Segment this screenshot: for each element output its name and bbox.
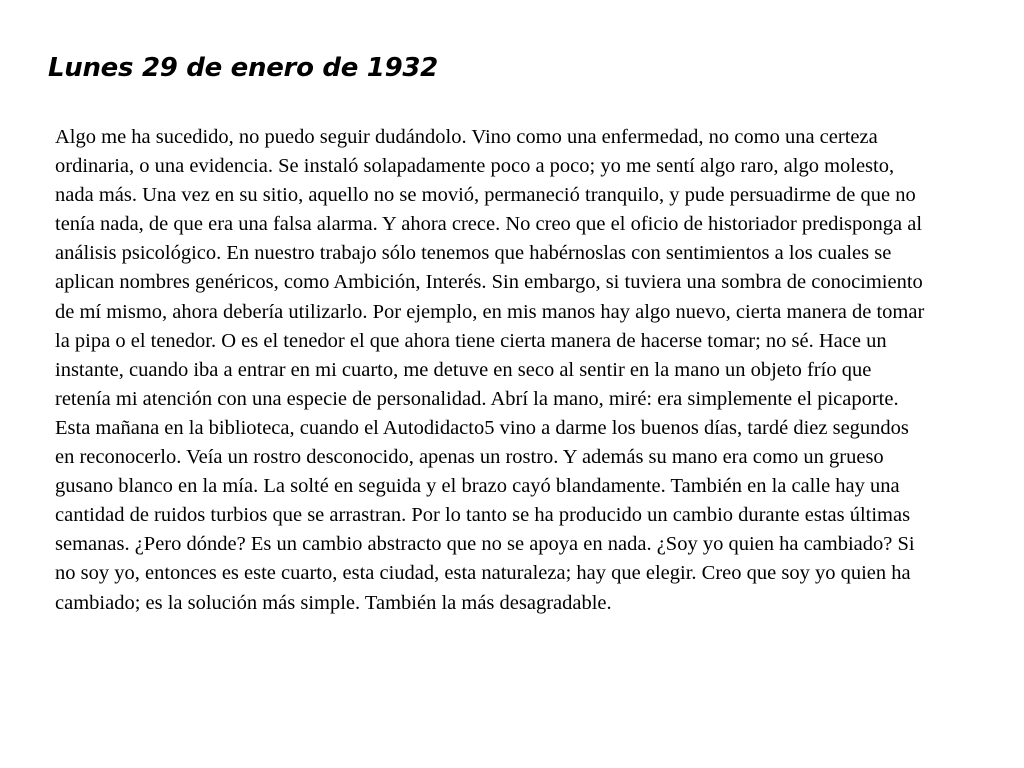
slide-title: Lunes 29 de enero de 1932 (48, 53, 438, 83)
slide-body-text: Algo me ha sucedido, no puedo seguir dudándolo. Vino como una enfermedad, no como una certeza ordinaria, o una evidencia. Se instaló solapadamente poco a poco; yo me sentí algo raro, algo molesto, nada más. Una vez en su sitio, aquello no se movió, permaneció tranquilo, y pude persuadirme de que no tenía nada, de que era una falsa alarma. Y ahora crece. No creo que el oficio de historiador predisponga al análisis psicológico. En nuestro trabajo sólo tenemos que habérnoslas con sentimientos a los cuales se aplican nombres genéricos, como Ambición, Interés. Sin embargo, si tuviera una sombra de conocimiento de mí mismo, ahora debería utilizarlo. Por ejemplo, en mis manos hay algo nuevo, cierta manera de tomar la pipa o el tenedor. O es el tenedor el que ahora tiene cierta manera de hacerse tomar; no sé. Hace un instante, cuando iba a entrar en mi cuarto, me detuve en seco al sentir en la mano un objeto frío que retenía mi atención con una especie de personalidad. Abrí la mano, miré: era simplemente el picaporte. Esta mañana en la biblioteca, cuando el Autodidacto5 vino a darme los buenos días, tardé diez segundos en reconocerlo. Veía un rostro desconocido, apenas un rostro. Y además su mano era como un grueso gusano blanco en la mía. La solté en seguida y el brazo cayó blandamente. También en la calle hay una cantidad de ruidos turbios que se arrastran. Por lo tanto se ha producido un cambio durante estas últimas semanas. ¿Pero dónde? Es un cambio abstracto que no se apoya en nada. ¿Soy yo quien ha cambiado? Si no soy yo, entonces es este cuarto, esta ciudad, esta naturaleza; hay que elegir. Creo que soy yo quien ha cambiado; es la solución más simple. También la más desagradable. (55, 126, 925, 614)
